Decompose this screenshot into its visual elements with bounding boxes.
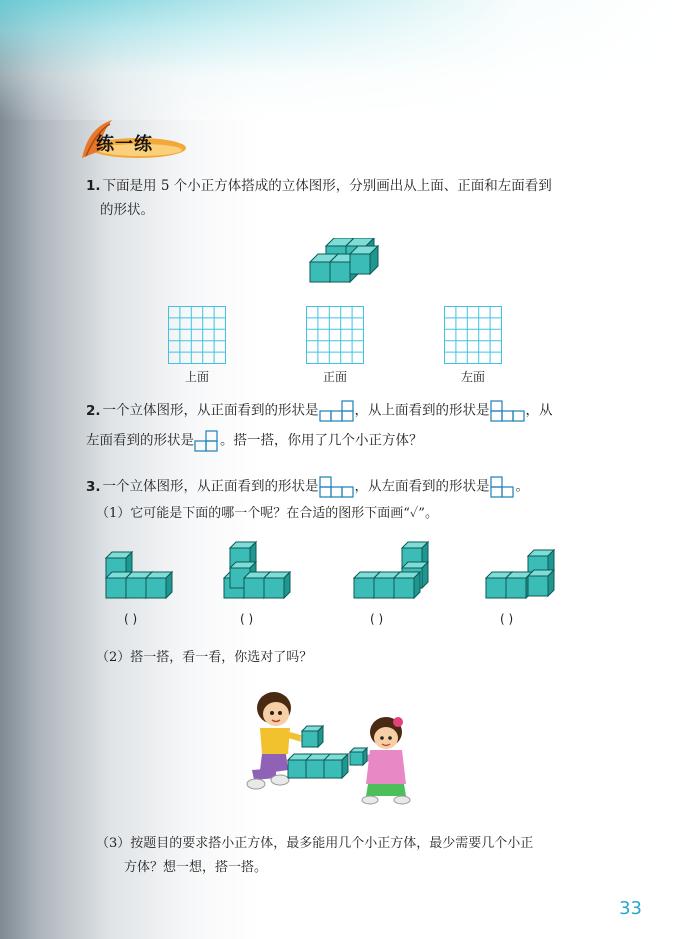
q3-text-c: 。 <box>515 478 530 495</box>
q2-line2 <box>86 430 423 452</box>
q2-text-c: ，从 <box>525 402 553 419</box>
q1-line2: 的形状。 <box>100 202 154 218</box>
option-1-answer[interactable]: ( ) <box>124 612 138 626</box>
option-3-answer[interactable]: ( ) <box>370 612 384 626</box>
q1-cube-figure <box>304 238 384 290</box>
q2-front-shape-icon <box>319 400 355 422</box>
grid-left-view <box>444 306 502 364</box>
q3-line1 <box>86 476 529 498</box>
q2-text-d: 左面看到的形状是 <box>86 432 194 449</box>
q1-line1 <box>86 176 552 196</box>
q2-line1 <box>86 400 553 422</box>
q3-sub3-line2: 方体？想一想，搭一搭。 <box>124 860 268 875</box>
label-top: 上面 <box>184 370 209 384</box>
q3-sub1: （1）它可能是下面的哪一个呢？在合适的图形下面画“✓”。 <box>96 506 438 521</box>
q1-text1: 下面是用 5 个小正方体搭成的立体图形，分别画出从上面、正面和左面看到 <box>102 178 552 194</box>
q3-text-b: ，从左面看到的形状是 <box>354 478 490 495</box>
page-number: 33 <box>619 898 642 919</box>
option-2-answer[interactable]: ( ) <box>240 612 254 626</box>
q3-sub2: （2）搭一搭，看一看，你选对了吗？ <box>96 650 313 665</box>
q3-left-shape-icon <box>490 476 516 498</box>
option-1-figure <box>104 544 184 602</box>
label-left: 左面 <box>460 370 485 384</box>
q2-top-shape-icon <box>490 400 526 422</box>
grid-top-view <box>168 306 226 364</box>
q1-number: 1. <box>86 178 101 194</box>
q2-left-shape-icon <box>194 430 220 452</box>
option-3-figure <box>352 538 434 602</box>
option-4-figure <box>484 544 566 602</box>
grid-front-view <box>306 306 364 364</box>
option-2-figure <box>222 536 302 602</box>
children-building-blocks-illustration <box>246 688 422 806</box>
section-title-banner <box>78 118 188 162</box>
q2-number: 2. <box>86 402 101 419</box>
header-band-fade <box>0 0 680 120</box>
q2-text-b: ，从上面看到的形状是 <box>354 402 490 419</box>
option-4-answer[interactable]: ( ) <box>500 612 514 626</box>
q3-number: 3. <box>86 478 101 495</box>
section-title: 练一练 <box>96 134 153 155</box>
q3-front-shape-icon <box>319 476 355 498</box>
label-front: 正面 <box>322 370 347 384</box>
q2-text-a: 一个立体图形，从正面看到的形状是 <box>102 402 319 419</box>
q2-text-e: 。搭一搭，你用了几个小正方体？ <box>220 432 423 449</box>
q3-sub3-line1: （3）按题目的要求搭小正方体，最多能用几个小正方体，最少需要几个小正 <box>96 836 534 851</box>
q3-text-a: 一个立体图形，从正面看到的形状是 <box>102 478 319 495</box>
